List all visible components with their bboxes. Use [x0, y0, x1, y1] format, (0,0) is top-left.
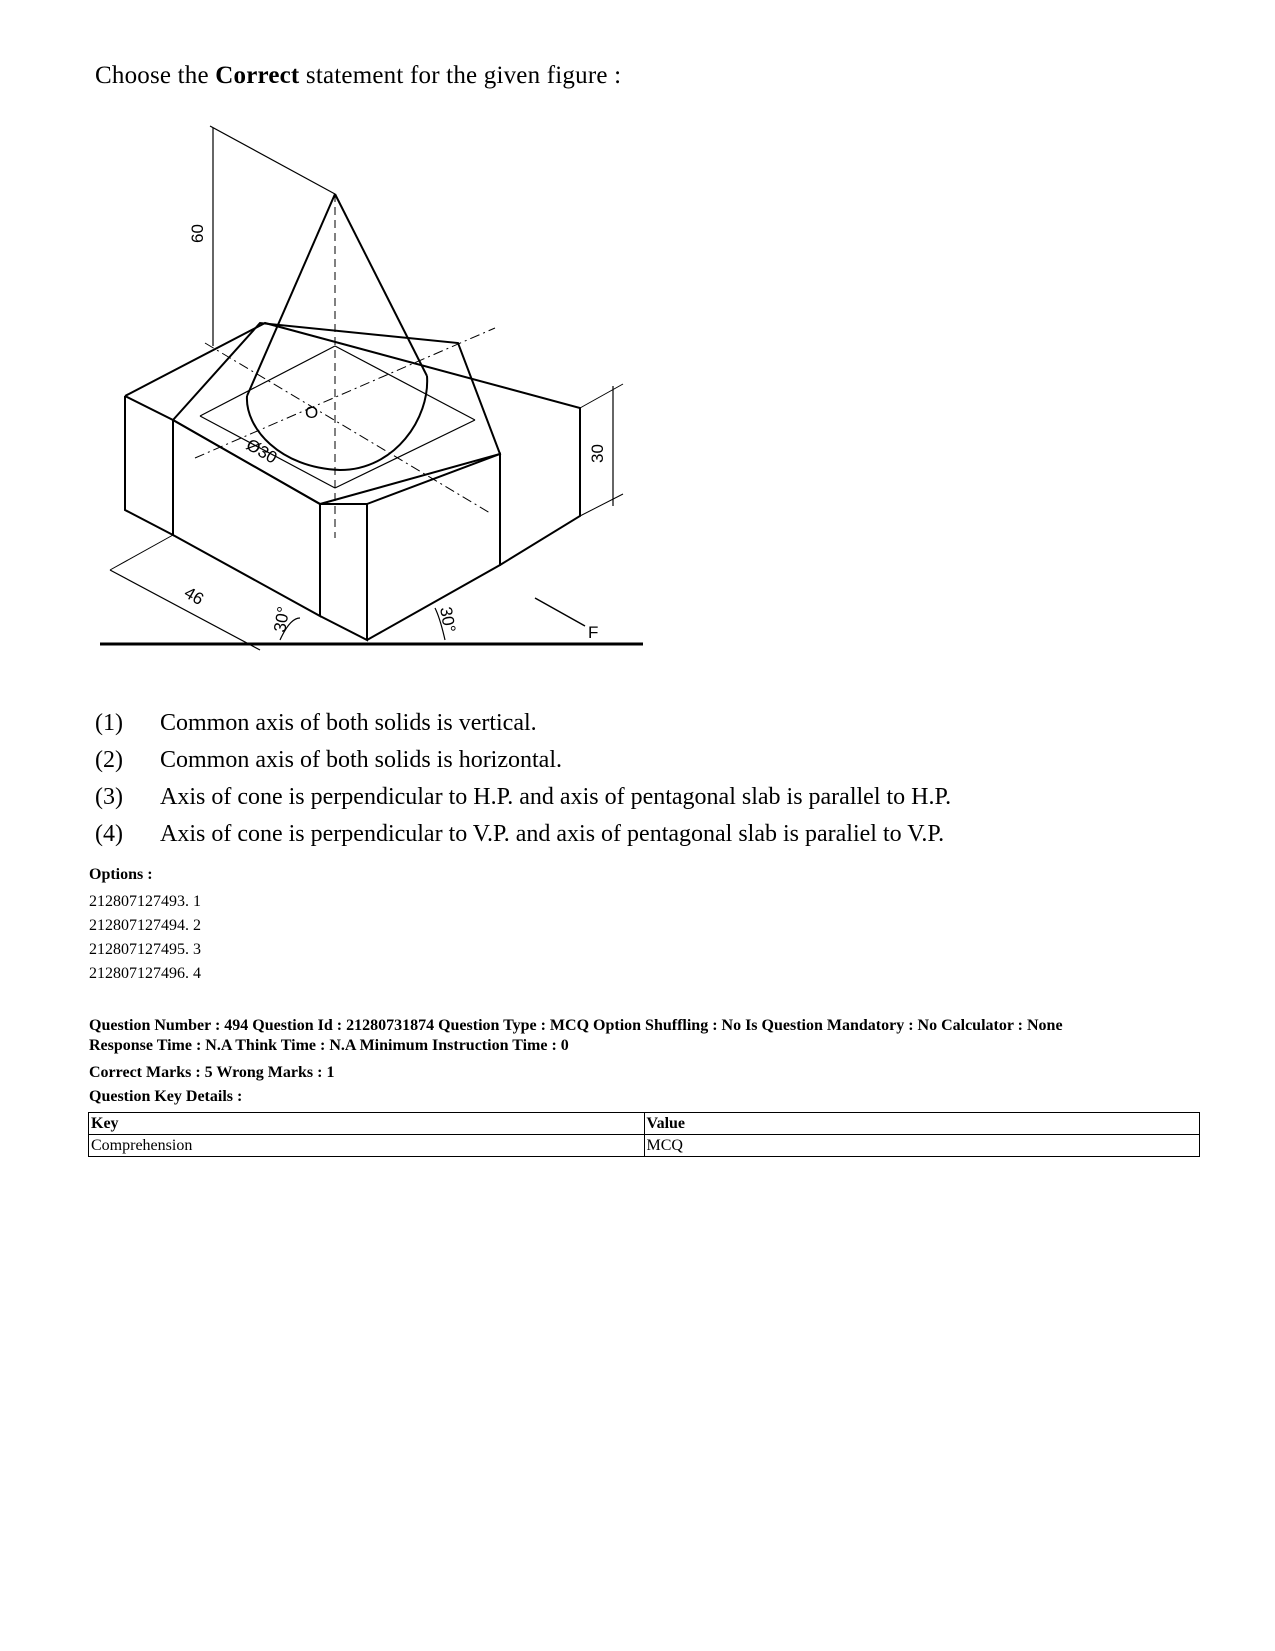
label-angle-right: 30° [436, 605, 460, 635]
slab-right-face [367, 454, 500, 640]
option-item[interactable]: 212807127493. 1 [89, 893, 201, 910]
center-line-1 [195, 328, 495, 458]
dim-30-ext-top [580, 384, 623, 408]
diagonal-2 [335, 346, 475, 420]
option-item[interactable]: 212807127494. 2 [89, 917, 201, 934]
pentagon-top [173, 323, 500, 504]
details-line-2: Response Time : N.A Think Time : N.A Minimum Instruction Time : 0 [89, 1037, 569, 1054]
label-46: 46 [181, 583, 207, 609]
table-header-row [89, 1113, 1200, 1135]
question-prefix: Choose the [95, 62, 216, 89]
label-diameter: Ø30 [243, 435, 281, 468]
slab-left-face [125, 396, 173, 535]
statement-number: (4) [95, 821, 123, 847]
question-suffix: statement for the given figure : [299, 62, 622, 89]
statement-text: Common axis of both solids is vertical. [160, 710, 537, 736]
slab-corner-face [320, 504, 367, 640]
option-item[interactable]: 212807127496. 4 [89, 965, 201, 982]
diagonal-4 [335, 420, 475, 488]
details-line-1: Question Number : 494 Question Id : 21280731874 Question Type : MCQ Option Shuffling : No Is Question Mandatory : No Calculator : None [89, 1017, 1063, 1034]
cone-left-generator [247, 194, 335, 396]
dim-46-ext [110, 535, 173, 570]
front-arrow [535, 598, 585, 626]
question-title [95, 62, 621, 90]
dim-30-ext-bottom [580, 494, 623, 516]
statement-number: (2) [95, 747, 123, 773]
statement-text: Common axis of both solids is horizontal. [160, 747, 562, 773]
key-details-table [88, 1112, 1200, 1157]
key-details-label: Question Key Details : [89, 1088, 243, 1105]
dim-46-line [110, 570, 260, 650]
table-row [89, 1135, 1200, 1157]
table-header-cell: Value [644, 1113, 1200, 1135]
label-center: O [305, 403, 319, 422]
label-30: 30 [588, 444, 607, 463]
label-60: 60 [188, 224, 207, 243]
label-front: F [588, 623, 599, 642]
options-label: Options : [89, 866, 153, 883]
question-emphasis: Correct [215, 62, 300, 89]
table-header-cell: Key [89, 1113, 645, 1135]
table-cell: MCQ [644, 1135, 1200, 1157]
statement-number: (3) [95, 784, 123, 810]
label-angle-left: 30° [270, 605, 294, 634]
statement-text: Axis of cone is perpendicular to V.P. and axis of pentagonal slab is paraliel to V.P. [160, 821, 945, 847]
slab-back-edges [125, 323, 580, 565]
options-list [89, 890, 201, 986]
cone-right-generator [335, 194, 427, 376]
statement-text: Axis of cone is perpendicular to H.P. and axis of pentagonal slab is parallel to H.P. [160, 784, 952, 810]
option-item[interactable]: 212807127495. 3 [89, 941, 201, 958]
statement-number: (1) [95, 710, 123, 736]
question-details [89, 1016, 1209, 1056]
isometric-figure [95, 118, 680, 686]
table-cell: Comprehension [89, 1135, 645, 1157]
projection-line [210, 126, 335, 194]
marks-line: Correct Marks : 5 Wrong Marks : 1 [89, 1064, 335, 1081]
center-line-2 [205, 343, 490, 513]
